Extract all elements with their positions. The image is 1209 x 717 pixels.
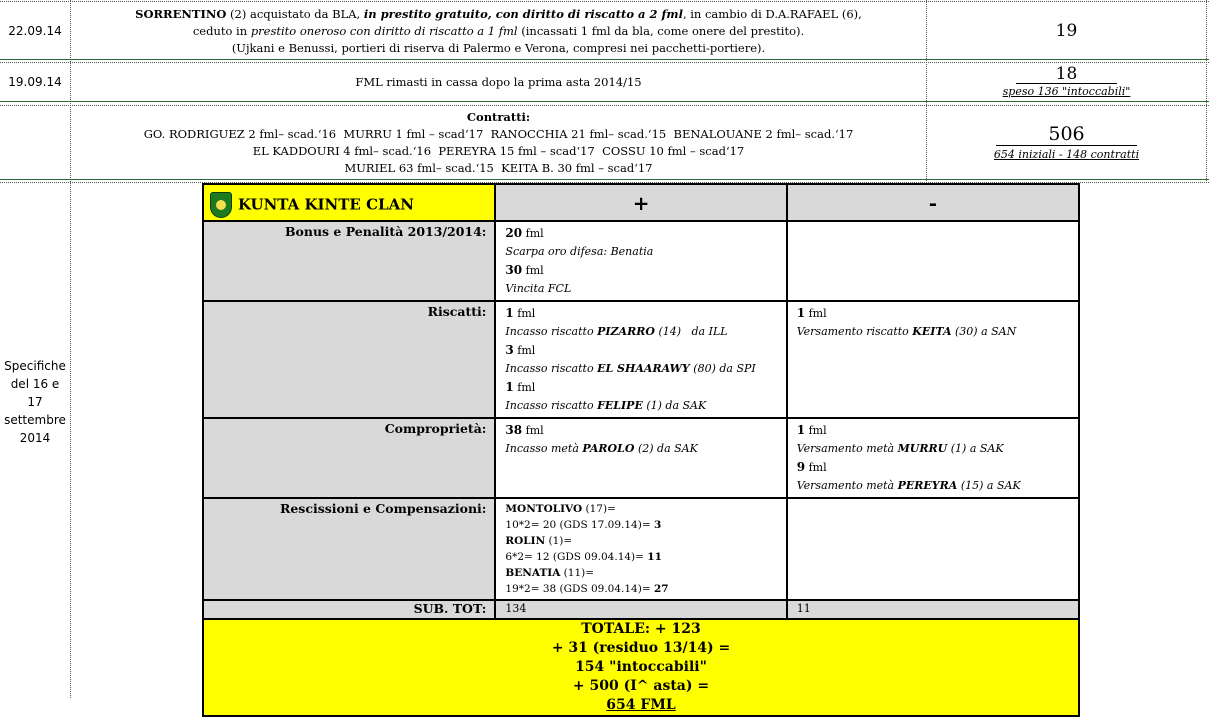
row-date [0, 63, 70, 101]
subtotal-plus: 134 [495, 600, 786, 619]
entry-amount: 30 fml [505, 263, 544, 277]
row-label: Riscatti: [203, 301, 495, 418]
total-line: 154 "intoccabili" [575, 659, 707, 675]
total-final: 654 FML [606, 697, 676, 713]
entry-amount: 1 fml [505, 380, 536, 394]
entry-desc: Incasso riscatto PIZARRO (14) da ILL [505, 325, 728, 338]
row-divider-3 [0, 179, 1209, 180]
entry-desc: Versamento metà MURRU (1) a SAK [796, 442, 1004, 455]
desc-emphasis: prestito oneroso con diritto di riscatto a 1 fml [250, 24, 518, 38]
minus-label: - [928, 190, 938, 215]
entry-amount: 1 fml [796, 306, 827, 320]
row-divider-1 [0, 59, 1209, 60]
entry-desc: Vincita FCL [505, 282, 572, 295]
riscatti-minus [787, 301, 1079, 418]
total-line: + 500 (I^ asta) = [572, 678, 710, 694]
riscatti-row [203, 301, 1079, 418]
clan-table [202, 183, 1080, 717]
bonus-plus [495, 221, 786, 301]
desc-line-3: (Ujkani e Benussi, portieri di riserva di Palermo e Verona, compresi nei pacchetti-portiere). [231, 41, 766, 55]
row-label: Bonus e Penalità 2013/2014: [203, 221, 495, 301]
bonus-row [203, 221, 1079, 301]
entry-amount: 3 fml [505, 343, 536, 357]
entry-amount: 1 fml [796, 423, 827, 437]
rescissioni-minus [787, 498, 1079, 600]
row-value [927, 63, 1206, 101]
desc-text: (2) acquistato da BLA, [226, 7, 364, 21]
row-label: Comproprietà: [203, 418, 495, 498]
comproprieta-row [203, 418, 1079, 498]
date-text: Specifiche del 16 e 17 settembre 2014 [4, 359, 66, 445]
row-date [0, 106, 70, 698]
row-date [0, 2, 70, 59]
row-value [927, 106, 1206, 179]
row-divider-2 [0, 101, 1209, 102]
col-divider-1 [70, 0, 71, 698]
riscatti-plus [495, 301, 786, 418]
rescissioni-row [203, 498, 1079, 600]
value-text: 18 [1016, 65, 1118, 84]
col-divider-3 [1206, 0, 1207, 181]
row-value [927, 2, 1206, 59]
comproprieta-minus [787, 418, 1079, 498]
value-note: 654 iniziali - 148 contratti [993, 147, 1140, 161]
minus-header [787, 184, 1079, 221]
bonus-minus [787, 221, 1079, 301]
entry-desc: Scarpa oro difesa: Benatia [505, 245, 654, 258]
desc-emphasis: in prestito gratuito, con diritto di riscatto a 2 fml [363, 7, 683, 21]
total-line: + 31 (residuo 13/14) = [551, 640, 731, 656]
contracts-block [71, 106, 926, 179]
plus-header [495, 184, 786, 221]
total-block [203, 619, 1079, 716]
row-description [71, 63, 926, 101]
desc-text: ceduto in [192, 24, 251, 38]
contracts-title: Contratti: [466, 109, 531, 124]
rescissioni-plus [495, 498, 786, 600]
date-text: 19.09.14 [8, 75, 62, 89]
desc-line-2 [193, 23, 804, 40]
row-description [71, 4, 926, 59]
value-text: 506 [996, 123, 1136, 146]
desc-text: (incassati 1 fml da bla, come onere del prestito). [517, 24, 805, 38]
desc-text: , in cambio di D.A.RAFAEL (6), [682, 7, 862, 21]
contracts-line: GO. RODRIGUEZ 2 fml– scad.‘16 MURRU 1 fml – scad‘17 RANOCCHIA 21 fml– scad.‘15 BENALOUANE 2 fml– scad.‘17 [143, 126, 854, 141]
entry-player: MONTOLIVO (17)= [505, 503, 616, 515]
value-text: 19 [1055, 20, 1078, 41]
shield-logo [210, 192, 232, 218]
entry-calc: 19*2= 38 (GDS 09.04.14)= 27 [505, 583, 669, 595]
plus-label: + [632, 190, 650, 215]
entry-amount: 20 fml [505, 226, 544, 240]
entry-amount: 1 fml [505, 306, 536, 320]
row-label: Rescissioni e Compensazioni: [203, 498, 495, 600]
total-row [203, 619, 1079, 716]
entry-calc: 10*2= 20 (GDS 17.09.14)= 3 [505, 519, 662, 531]
value-note: speso 136 "intoccabili" [1002, 84, 1131, 98]
entry-player: BENATIA (11)= [505, 567, 595, 579]
team-name: KUNTA KINTE CLAN [238, 195, 414, 214]
player-name: SORRENTINO [135, 7, 227, 21]
entry-amount: 38 fml [505, 423, 544, 437]
desc-line-1 [135, 6, 862, 23]
total-line: TOTALE: + 123 [581, 621, 701, 637]
entry-player: ROLIN (1)= [505, 535, 573, 547]
entry-desc: Incasso metà PAROLO (2) da SAK [505, 442, 698, 455]
comproprieta-plus [495, 418, 786, 498]
entry-desc: Versamento riscatto KEITA (30) a SAN [796, 325, 1017, 338]
subtotal-minus: 11 [787, 600, 1079, 619]
desc-text: FML rimasti in cassa dopo la prima asta 2014/15 [355, 74, 642, 89]
team-header [203, 184, 495, 221]
entry-desc: Versamento metà PEREYRA (15) a SAK [796, 479, 1021, 492]
entry-calc: 6*2= 12 (GDS 09.04.14)= 11 [505, 551, 662, 563]
row-label: SUB. TOT: [203, 600, 495, 619]
contracts-line: MURIEL 63 fml– scad.‘15 KEITA B. 30 fml – scad‘17 [344, 160, 653, 175]
subtotal-row [203, 600, 1079, 619]
entry-desc: Incasso riscatto FELIPE (1) da SAK [505, 399, 707, 412]
entry-amount: 9 fml [796, 460, 827, 474]
date-text: 22.09.14 [8, 23, 62, 38]
entry-desc: Incasso riscatto EL SHAARAWY (80) da SPI [505, 362, 756, 375]
contracts-line: EL KADDOURI 4 fml– scad.‘16 PEREYRA 15 fml – scad‘17 COSSU 10 fml – scad‘17 [252, 143, 745, 158]
